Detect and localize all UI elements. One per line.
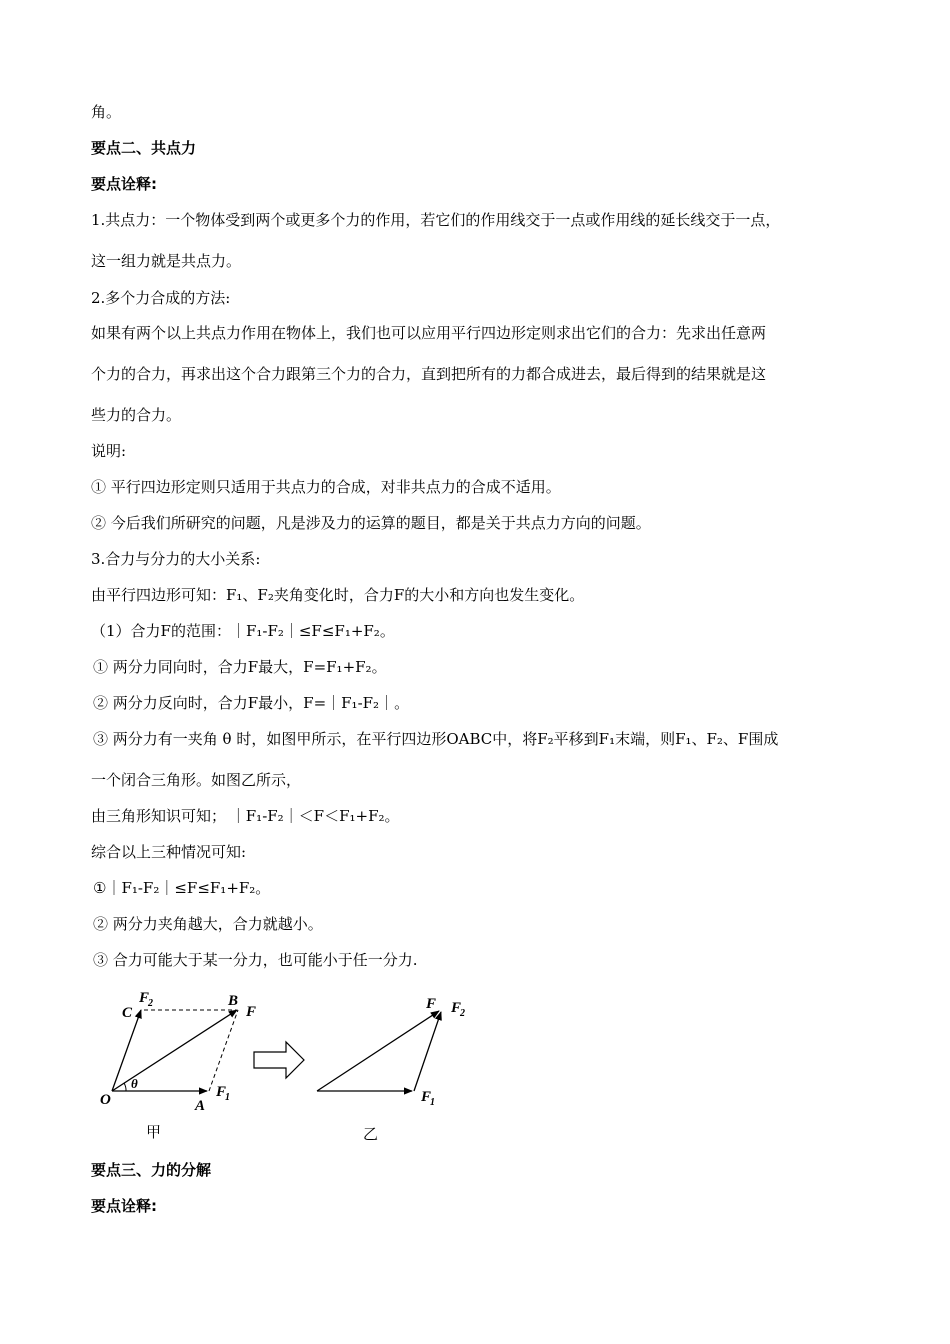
paragraph-line: 一个闭合三角形。如图乙所示，	[91, 771, 302, 789]
explain-label: 要点诠释:	[91, 175, 157, 193]
label-c: C	[122, 1005, 133, 1021]
note-item: ① 平行四边形定则只适用于共点力的合成，对非共点力的合成不适用。	[91, 478, 561, 496]
note-item: ② 今后我们所研究的问题，凡是涉及力的运算的题目，都是关于共点力方向的问题。	[91, 514, 651, 532]
dashed-side-ab	[209, 1010, 238, 1091]
paragraph-line: 由三角形知识可知； ｜F₁-F₂｜＜F＜F₁+F₂。	[91, 807, 400, 825]
case-item: ③ 两分力有一夹角 θ 时，如图甲所示，在平行四边形OABC中，将F₂平移到F₁末端，则F₁、F₂、F围成	[93, 730, 779, 748]
resultant-vector	[317, 1011, 439, 1091]
paragraph-line: 由平行四边形可知：F₁、F₂夹角变化时，合力F的大小和方向也发生变化。	[91, 586, 585, 604]
theta-arc	[124, 1083, 126, 1091]
label-a: A	[195, 1098, 206, 1114]
paragraph-line: 些力的合力。	[91, 406, 182, 424]
text-line: 角。	[91, 103, 122, 121]
label-f1-sub: 1	[430, 1097, 435, 1108]
summary-item: ② 两分力夹角越大，合力就越小。	[93, 915, 323, 933]
label-f2: F	[451, 1000, 462, 1016]
label-f2-sub: 2	[460, 1008, 465, 1019]
section-heading: 要点二、共点力	[91, 139, 197, 157]
paragraph-line: 这一组力就是共点力。	[91, 252, 242, 270]
label-f1-sub: 1	[225, 1092, 230, 1103]
label-b: B	[228, 993, 239, 1009]
summary-title: 综合以上三种情况可知:	[91, 843, 247, 861]
paragraph-line: 个力的合力，再求出这个合力跟第三个力的合力，直到把所有的力都合成进去，最后得到的结果就是这	[91, 365, 767, 383]
label-theta: θ	[131, 1076, 138, 1091]
paragraph-line: 1.共点力：一个物体受到两个或更多个力的作用，若它们的作用线交于一点或作用线的延长线交于一点，	[91, 211, 781, 229]
note-title: 说明:	[91, 442, 127, 460]
label-f: F	[246, 1004, 257, 1020]
label-o: O	[100, 1092, 111, 1108]
label-f1: F	[216, 1084, 227, 1100]
caption-yi: 乙	[363, 1125, 379, 1143]
f2-vector	[414, 1012, 441, 1091]
label-f2-sub: 2	[148, 998, 153, 1009]
force-diagram	[90, 980, 490, 1150]
paragraph-title: 3.合力与分力的大小关系:	[91, 550, 261, 568]
paragraph-line: 如果有两个以上共点力作用在物体上，我们也可以应用平行四边形定则求出它们的合力：先求出任意两	[91, 324, 767, 342]
range-line: （1）合力F的范围：｜F₁-F₂｜≤F≤F₁+F₂。	[91, 622, 395, 640]
summary-item: ①｜F₁-F₂｜≤F≤F₁+F₂。	[93, 879, 271, 897]
paragraph-title: 2.多个力合成的方法:	[91, 289, 231, 307]
caption-jia: 甲	[146, 1123, 162, 1141]
summary-item: ③ 合力可能大于某一分力，也可能小于任一分力.	[93, 951, 418, 969]
explain-label: 要点诠释:	[91, 1197, 157, 1215]
case-item: ① 两分力同向时，合力F最大，F=F₁+F₂。	[93, 658, 387, 676]
hollow-arrow-icon	[254, 1042, 304, 1078]
figure-triangle	[317, 996, 465, 1143]
figure-parallelogram	[100, 990, 256, 1141]
case-item: ② 两分力反向时，合力F最小，F=｜F₁-F₂｜。	[93, 694, 410, 712]
section-heading: 要点三、力的分解	[91, 1161, 212, 1179]
label-f2: F	[139, 990, 150, 1006]
label-f: F	[426, 996, 437, 1012]
label-f1: F	[421, 1089, 432, 1105]
